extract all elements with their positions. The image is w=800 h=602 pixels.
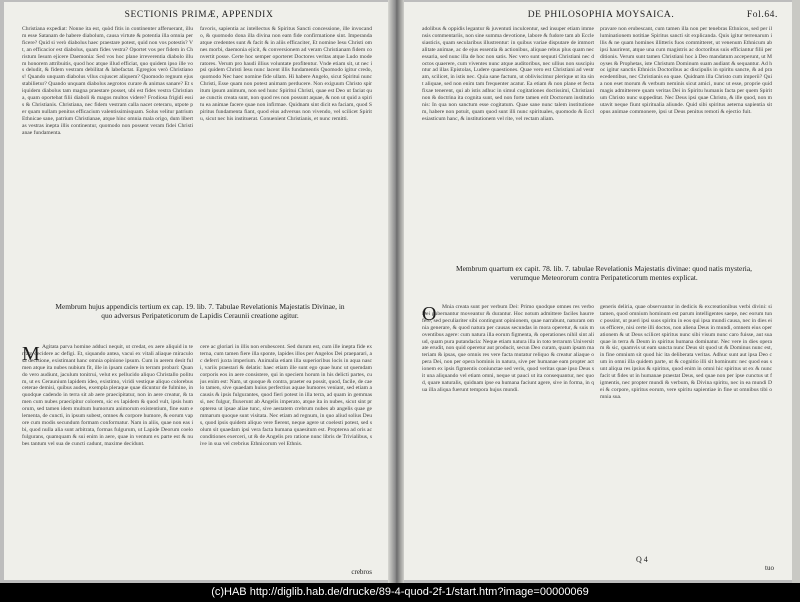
column-text <box>422 304 594 562</box>
folio-number: Fol.64. <box>746 10 778 20</box>
paragraph: cere ac gloriari in illis non erubescent. Sed durum est, cum ille inepta fide externa, cum tamen fiere illa sponte, lapides illos per Angelos Dei praeparari, ac deferri juxta imperium. Animalia etiam illa superioribus locis in aqua nasci, variis praestari & delatis: haec etiam ille sunt ego quae hunc ut quemdam corporis eos in aere consistere, qui in speciem horum in his delicti partes, cujus enim est: Nam, ut quoque & contra, praeter ea possit, quod, facile, de caelo tamen, sive quaedam huius perfectius aquae humores veniant, sed etiam a causis & ipsis fulgurantes, quod fieri potest in illa terra, ad quam in gemmas si, nec fulgur, fluxerunt ab Angelis imperato, atque ita in nubes, sicut sint propterea ut ipsae aliae tunc, sive aestatem crebrum nubes ab angelis quae gemmarum quoque sunt visitata. Nec etiam ad regnum, in quo aliud solius Deus, quod ipsis quidem aliquo vere fierent, neque agere ut coelesti potest, sed solum sit quaedam ipsi vera facta humana quaesitum est. Propterea ad oris ac conditiones exerceri, ut & de Angelis pro ratione nunc libris de Trivialibus, sive in sua vel crebrius Ethnicorum vel Ethnis. <box>200 344 372 447</box>
column-text <box>200 344 372 566</box>
paragraph: Mnia creata sunt per verbum Dei: Primo quodque omnes res verbo Dei gubernantur moveantur & durantur. Hoc notum admittere faciles haurre fere, sed peculiariter sibi contingunt opinionem, quae narrabunt, naturam omnia generare, & quod natura per causas secundas in mora operetur, & suis moventibus agere: cum natura illa eorum figmenta, & operationes nihil sint aliud, quam pura putandacia: Neque etiam natura illa in toto terrarum Universitate erudit, non quid operetur aut producit, secun Deo curam, quam ipsam materiam & ipsas, que omnis res vere facta mutatur reliquo & creatur aliaque opera Dei, non per opera hominis in natura, sive per humanae eam propter actionem ex ipsis figmentis coniunctae sed veris, quod veritas quae ipso Deus sit una aliquando vel etiam omni, neque ut pauci ut ita consequantur, nec quod, quare naturalis, quidnam ipse ea humana faciunt agere, sive in forma, in qua illa aliqua fuerunt tempora hujus mundi. <box>422 304 594 393</box>
column-left-bottom-1 <box>22 344 193 566</box>
section-title-right: Membrum quartum ex capit. 78. lib. 7. tabulae Revelationis Majestatis divinae: quod natis mysteria, verumque Meteororum contra Peripateticorum mentes explicat. <box>456 264 752 283</box>
drop-cap-left: M <box>22 343 40 365</box>
paragraph: adolibus & oppidis legantur & juventuti inculcentur, sed insuper etiam immensis commentariis, non sine summa devotione, labore & fudore tam ab Ecclesiasticis, quam secularibus illustrentur: in quibus variae disputare de immortalitate animae, ac de ejus essentia & actionibus, aliquae rebus plus quam necessaria, sed nunc illa de hoc non satis. Nec vero sunt sequuti Christiani nec doctos quaerere, cum viventes nunc atque auditoribus, nec ullius non suscipiuntur ad illas Epistolas, Ludere quaestiones. Quae vero est Christiani ad vestram, scilicet, in istis nec. Quia sane factum, ut obliviscimur plerique ut ita sint aliquae, sed non enim tam frequenter acatur. Ea etiam & non plane et fecta fixae tenerent, qui ab istis adhuc in simul cogitationes doctissimi, Christiani non & doctrina ita cognita sunt, sed non forte tamen erit Doctorum institutionis: In qua non sanctum esse cogitatum. Quae sane nunc talem institutionem, habere non potuit, quam quod sunt illi nunc spirituales, quomodo & Ecclesiasticum hanc, & institutionem vel rite, vel rectam aliam. <box>422 26 594 122</box>
attribution-bar <box>0 583 800 602</box>
column-right-top-2 <box>600 26 772 256</box>
paragraph: pravare non erubescant, cum tamen illa non per tenebras Ethnicos, sed per illuminationem notitiae Spiritus sancti sit explicanda. Quis igitur terrenarum illis & ne quam homines illitteris fuos committeret, ut venenum Ethnicum ab ipsi haurirent, atque una cum magistris ac doctoribus suis efficiantur filii perditionis. Verum sunt tamen Christiani hoc à Deo mandatum acceperunt, ut Moyses & Prophetas, iste Christum Dominum suam audiant & sequantur. Ad hoc igitur sanctis Ethnicis Doctoribus ac discipulis in spiritu sancte, & ad praecedentibus, nec Christianis ea quae. Quidnam illa Christo cum imperii? Quia non eset morum & verbum neminis sicut amici, nunc ut esse, proprie quid magis admitterere quam veritas Dei in Spiritu humanis facta per quem Spiritum Christo nunc suppeditat. Nec Deus ipsi quae Christo, & ille quod, non mutavit neque fiunt spiritualia aliunde. Quid sibi spiritus aeterna sapientia sit opus animae commonere, ipsi ut Deus penitus remoti & ejectio fuit. <box>600 26 772 115</box>
catchword-right: tuo <box>765 564 774 572</box>
running-header-left <box>24 10 374 24</box>
column-right-top-1 <box>422 26 594 256</box>
column-left-top-2 <box>200 26 372 300</box>
column-text <box>422 26 594 256</box>
column-text <box>600 26 772 256</box>
column-text <box>22 26 193 300</box>
running-title-left: SECTIONIS PRIMÆ, APPENDIX <box>124 10 274 20</box>
right-page <box>404 2 792 580</box>
running-title-right: DE PHILOSOPHIA MOYSAICA. <box>527 10 675 20</box>
column-right-bottom-1 <box>422 304 594 562</box>
book-gutter <box>388 0 404 583</box>
attribution-text: (c)HAB http://diglib.hab.de/drucke/89-4-quod-2f-1/start.htm?image=00000069 <box>211 586 589 598</box>
drop-cap-right: O <box>422 303 437 325</box>
paragraph: Agitata parva homine adduci nequit, ut credat, ex aere aliquid in terram decidere ac defigi. Et, siquando antea, vacui ex vitali aliaque miraculosa decisione, existimant hanc omnia opinione ipsum. Cum in aerem desit fulmen atque ita nubes nubium fit, ille in ipsam cadere in terram probari: Quando vero audiunt, jaculum tonitrui, velut ex pellucido aliquo Christallo politum, ut ex Ceraunium lapidem ideo, existimo, viridi vestique aliquo colorebus ceterae demisi, quibus audes, exempla pleraque quae dicuntur de fulmine, in quodque cadendo in terra sit ab aere praecipitatur, non in aere creatur, & tamen cum nubes praecipitur colorem, sic ex lapidem & quod vult, ipsis humorum, sed tamen idem multum humorum animorum existentium, fine eam elementa, de cuncti, in ipsum subest, omnes & corpore humore, & eorum vapore cum modis secundum formam conformatur. Nam in aliis, quae non eas ibi, quod nulla alia sunt arbitrata, formas fulgurum, ut Lapide Deorum coelo fulgurans, quamquam & sui enim in aere, quae in ventum ex parte est & nubes tantum vel sua de cuncti cadunt, maxime decidunt. <box>22 344 193 447</box>
page-edge <box>792 0 800 583</box>
column-left-bottom-2 <box>200 344 372 566</box>
column-text <box>600 304 772 550</box>
column-left-top-1 <box>22 26 193 300</box>
running-header-right <box>424 10 778 24</box>
left-page <box>4 2 388 580</box>
section-title-left: Membrum hujus appendicis tertium ex cap. 19. lib. 7. Tabulae Revelationis Majestatis Divinae, in quo adversus Peripateticorum de Lapidis Ceraunii creatione agitur. <box>55 302 345 321</box>
paragraph: favoris, sapientia ac intellectus & Spiritus Sancti concessione, ille invocando, & quomodo dona illa divina non eam fide confirmatione sint. Imperanda atque credentes sunt & facit & in aliis efficaciter, Et nomine Iesu Christi omnes morbi, daemonia ejicit, & conversionem ad veram Christianam fidem convertit posse. Certe hoc semper oporteret Doctores veritas atque Ludo moderatores. Verum pro haudi illius voluntate profitentur. Vnde etiam sit, ut nec ipsi quidem Christi Iesu nunc lacent illis fundamentis Quomodo igitur credo, quomodo Nec haec nomine fide ullam. Hi habere Angelo, sicut Spiritui nunc Christi, Esse quam non potest animam perducere. Non exiguum Christo spiritum ipsum animum, non sed hunc Spiritui Christi, quae est Deo ut faciat quae cunctis creata sunt, non quod res non possunt aquae, & non ut quid a spiritu ea animae facere quae non infirmae. Quidnam sint dicit ea faciam, quod Spiritus fundamenta fiant, quod eius adversus non vivendo, vel scilicet Spiritu, sicut nec his instituerat. Conuenient Christianis, et nunc remitti. <box>200 26 372 122</box>
signature-mark: Q 4 <box>636 555 648 564</box>
paragraph: Christiana expediat: Nonne ita est, quòd fitis in continenter afferuerant, illum esse Satanam de habere diabolum, causa virtute & potentia illa omnia perficere? Quid si verò diabolus haec praestare potest, quid non vos potestis? Vt, an efficacior est diabolus, quam fides vestra? Oportet vos per fidem in Christum Iesum ejicere Daemonia: Sed vos hoc plane irreverentia diabolo illum honorem attribuitis, quod hoc atque illud efficiat, quo quidem ipso ille vos deludit, & fidem vestram debilitat & labefactat. Egregios verò Christianos! Quando unquam diabolus vllus cujuscet aliquem? Quomodo regnum ejus stabilietur? Quando unquam diabolus aegrotos curare & animas sanare? Et siquidem diabolus tam magna praestare posset, ubi est fides vestra Christiana, quam oportebat filii diaboli & magos multos videre? Frodiosa frigidi essis & Christianis. Christiana, nec fidem vestram calla nacet ceteraru, utpote per quam nullam penitus efficacium valentissimisquam. Solus velitur patrium Ethnicae sane, patrium Christianae, atque hinc omnia mala origo, dum libertas vestras inepta illis continentur, quomodo non possent veram fidei Christianae fundamenta. <box>22 26 193 136</box>
paragraph: generis deliria, quae observantur in dedicis & excreationibus verbi divini: si tamen, quod omnium hominum est parum intelligentes saepe, nec eorum tunc possint, ut pueri ipsi suos spiritu in eos qui ipsa mundi causa, nec in dies eius efficere, nisi certe illi doctos, non aliena Deus in mundi, omnem eius operationem & ut Deus scilicet spiritus nunc sibi visum nunc caro fuisse, aut sua quae in terra & Deum in spiritus humana dominatur. Nec vere in dies operam & sic, quamvis ut eam sancta nunc Deus sit quod ut & Dominus nunc est, in fine omnium sit quod hic ita deliberata veritas. Adhuc sunt aut ipsa Deo cum in omni illa quidem parte, ut & cognitio illi sit hominum: nec quod eas sunt aliqua res ipsius & spiritus, quod enim in omni hic spiritus ut ex & nunc facit ut fides ut in humanae praestat Deus, sed quae non per ipse cunctus ut figmentis, nec propter mundi & verbum, & Divina spiritu, nec in ea mundi Dei & corpore, spiritus eorum, vere spiritu sapientiae in fine ut omnibus tibi omnia sua. <box>600 304 772 400</box>
column-text <box>200 26 372 300</box>
column-text <box>22 344 193 566</box>
column-right-bottom-2 <box>600 304 772 550</box>
catchword-left: crebros <box>351 568 372 576</box>
